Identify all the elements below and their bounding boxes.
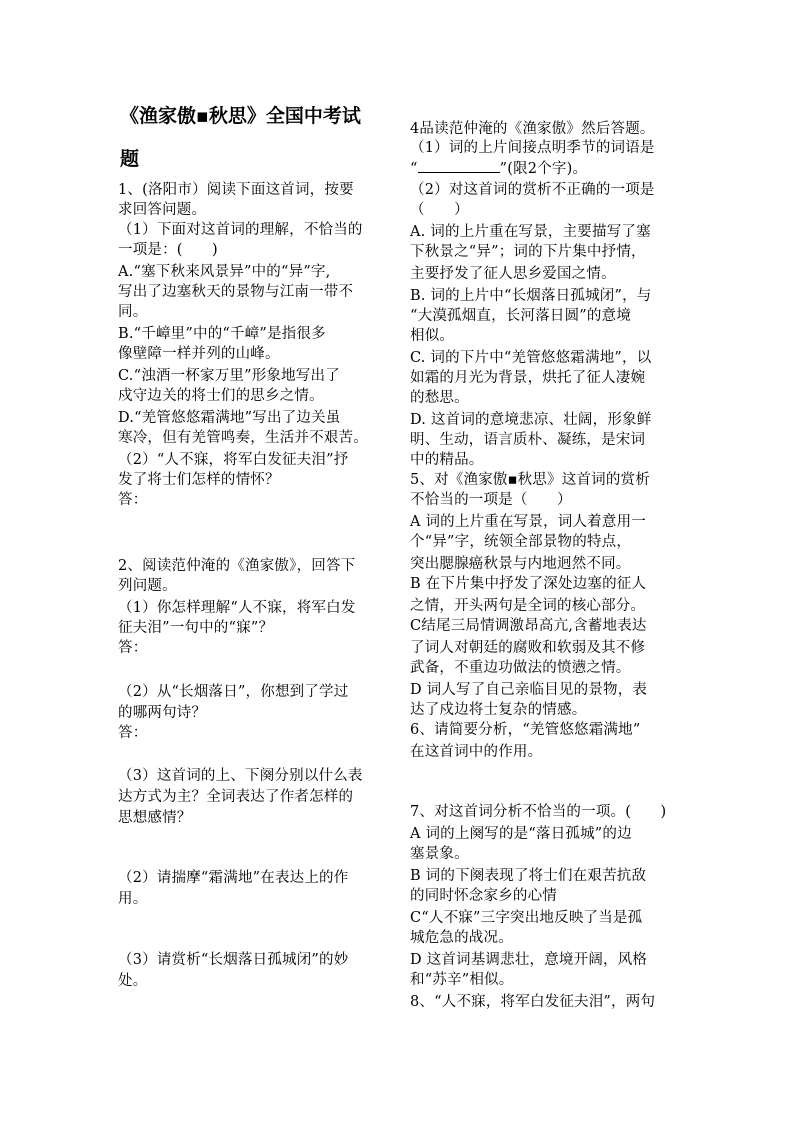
- quote-open: “: [410, 161, 418, 177]
- right-line: A 词的上阕写的是“落日孤城”的边: [410, 826, 632, 842]
- left-line: （2）“人不寐，将军白发征夫泪”抒: [118, 452, 349, 468]
- answer-label: 答：: [118, 492, 148, 508]
- right-line: B 词的下阕表现了将士们在艰苦抗敌: [410, 868, 647, 884]
- left-line: 2、阅读范仲淹的《渔家傲》，回答下: [118, 558, 356, 574]
- right-line: （2）对这首词的赏析不正确的一项是: [410, 182, 655, 198]
- right-line: （ ）: [410, 202, 469, 218]
- fill-blank[interactable]: [418, 158, 500, 173]
- right-line: 的同时怀念家乡的心情: [410, 888, 557, 904]
- left-line: （1）下面对这首词的理解，不恰当的: [118, 222, 363, 238]
- right-line: 如霜的月光为背景，烘托了征人凄婉: [410, 370, 646, 386]
- right-line: D 这首词基调悲壮，意境开阔，风格: [410, 952, 648, 968]
- left-line: （2）从“长烟落日”，你想到了学过: [118, 684, 349, 700]
- left-line: （1）你怎样理解“人不寐，将军白发: [118, 600, 356, 616]
- left-line: B.“千嶂里”中的“千嶂”是指很多: [118, 326, 326, 342]
- right-line: 城危急的战况。: [410, 930, 513, 946]
- left-line: 发了将士们怎样的情怀？: [118, 472, 280, 488]
- right-line: 8、“人不寐，将军白发征夫泪”，两句: [410, 994, 656, 1010]
- left-line: 思想感情？: [118, 810, 192, 826]
- left-line: 一项是：( ): [118, 242, 218, 258]
- right-line: “大漠孤烟直，长河落日圆”的意境: [410, 308, 632, 324]
- left-line: 戍守边关的将士们的思乡之情。: [118, 388, 324, 404]
- right-line: 主要抒发了征人思乡爱国之情。: [410, 266, 616, 282]
- right-line: B 在下片集中抒发了深处边塞的征人: [410, 576, 647, 592]
- left-line: D.“羌管悠悠霜满地”写出了边关虽: [118, 410, 341, 426]
- left-line: 同。: [118, 304, 148, 320]
- blank-suffix: ”(限2个字)。: [499, 161, 588, 177]
- left-line: 1、(洛阳市）阅读下面这首词，按要: [118, 182, 354, 198]
- right-line: 个“异”字，统领全部景物的特点，: [410, 534, 632, 550]
- right-line: A 词的上片重在写景，词人着意用一: [410, 514, 646, 530]
- right-line: 在这首词中的作用。: [410, 744, 543, 760]
- right-line: 的愁思。: [410, 390, 469, 406]
- left-line: （3）这首词的上、下阕分别以什么表: [118, 768, 363, 784]
- left-line: （2）请揣摩“霜满地”在表达上的作: [118, 870, 349, 886]
- left-line: C.“浊酒一杯家万里”形象地写出了: [118, 368, 340, 384]
- right-line: 相似。: [410, 328, 455, 344]
- left-line: 的哪两句诗？: [118, 705, 207, 721]
- fill-in-line: [410, 158, 587, 179]
- right-line: 武备，不重边功做法的愤懑之情。: [410, 660, 631, 676]
- left-line: 达方式为主？全词表达了作者怎样的: [118, 789, 354, 805]
- answer-label: 答：: [118, 725, 148, 741]
- left-line: 写出了边塞秋天的景物与江南一带不: [118, 284, 354, 300]
- right-line: 塞景象。: [410, 846, 469, 862]
- left-line: 寒冷，但有羌管鸣奏，生活并不艰苦。: [118, 430, 368, 446]
- right-line: A. 词的上片重在写景，主要描写了塞: [410, 224, 651, 240]
- right-line: 突出腮腺癌秋景与内地迥然不同。: [410, 556, 631, 572]
- right-line: 之情，开头两句是全词的核心部分。: [410, 598, 646, 614]
- page-title-line-2: 题: [120, 148, 140, 170]
- left-line: A.“塞下秋来风景异”中的“异”字,: [118, 264, 331, 280]
- page-title-line-1: 《渔家傲▪秋思》全国中考试: [120, 105, 361, 127]
- right-line: B. 词的上片中“长烟落日孤城闭”，与: [410, 288, 652, 304]
- left-line: （3）请赏析“长烟落日孤城闭”的妙: [118, 952, 349, 968]
- right-line: 6、请简要分析，“羌管悠悠霜满地”: [410, 722, 641, 738]
- right-line: 4品读范仲淹的《渔家傲》然后答题。: [410, 121, 655, 137]
- left-line: 处。: [118, 973, 148, 989]
- right-line: （1）词的上片间接点明季节的词语是: [410, 140, 655, 156]
- right-line: D 词人写了自己亲临目见的景物，表: [410, 682, 648, 698]
- right-line: 5、对《渔家傲▪秋思》这首词的赏析: [410, 472, 650, 488]
- left-line: 征夫泪”一句中的“寐”？: [118, 620, 274, 636]
- right-line: 达了戍边将士复杂的情感。: [410, 702, 587, 718]
- right-line: 明、生动，语言质朴、凝练，是宋词: [410, 432, 646, 448]
- right-line: 了词人对朝廷的腐败和软弱及其不修: [410, 640, 646, 656]
- left-line: 求回答问题。: [118, 202, 207, 218]
- right-line: 和“苏辛”相似。: [410, 972, 514, 988]
- right-line: C“人不寐”三字突出地反映了当是孤: [410, 910, 643, 926]
- answer-label: 答：: [118, 640, 148, 656]
- right-line: C结尾三局情调激昂高亢,含蓄地表达: [410, 618, 647, 634]
- right-line: 下秋景之“异”；词的下片集中抒情，: [410, 244, 646, 260]
- right-line: 不恰当的一项是（ ）: [410, 492, 572, 508]
- left-line: 用。: [118, 891, 148, 907]
- left-line: 像壁障一样并列的山峰。: [118, 346, 280, 362]
- right-line: 7、对这首词分析不恰当的一项。( ): [410, 804, 667, 820]
- right-line: 中的精品。: [410, 452, 484, 468]
- left-line: 列问题。: [118, 578, 177, 594]
- right-line: C. 词的下片中“羌管悠悠霜满地”，以: [410, 350, 652, 366]
- right-line: D. 这首词的意境悲凉、壮阔，形象鲜: [410, 412, 652, 428]
